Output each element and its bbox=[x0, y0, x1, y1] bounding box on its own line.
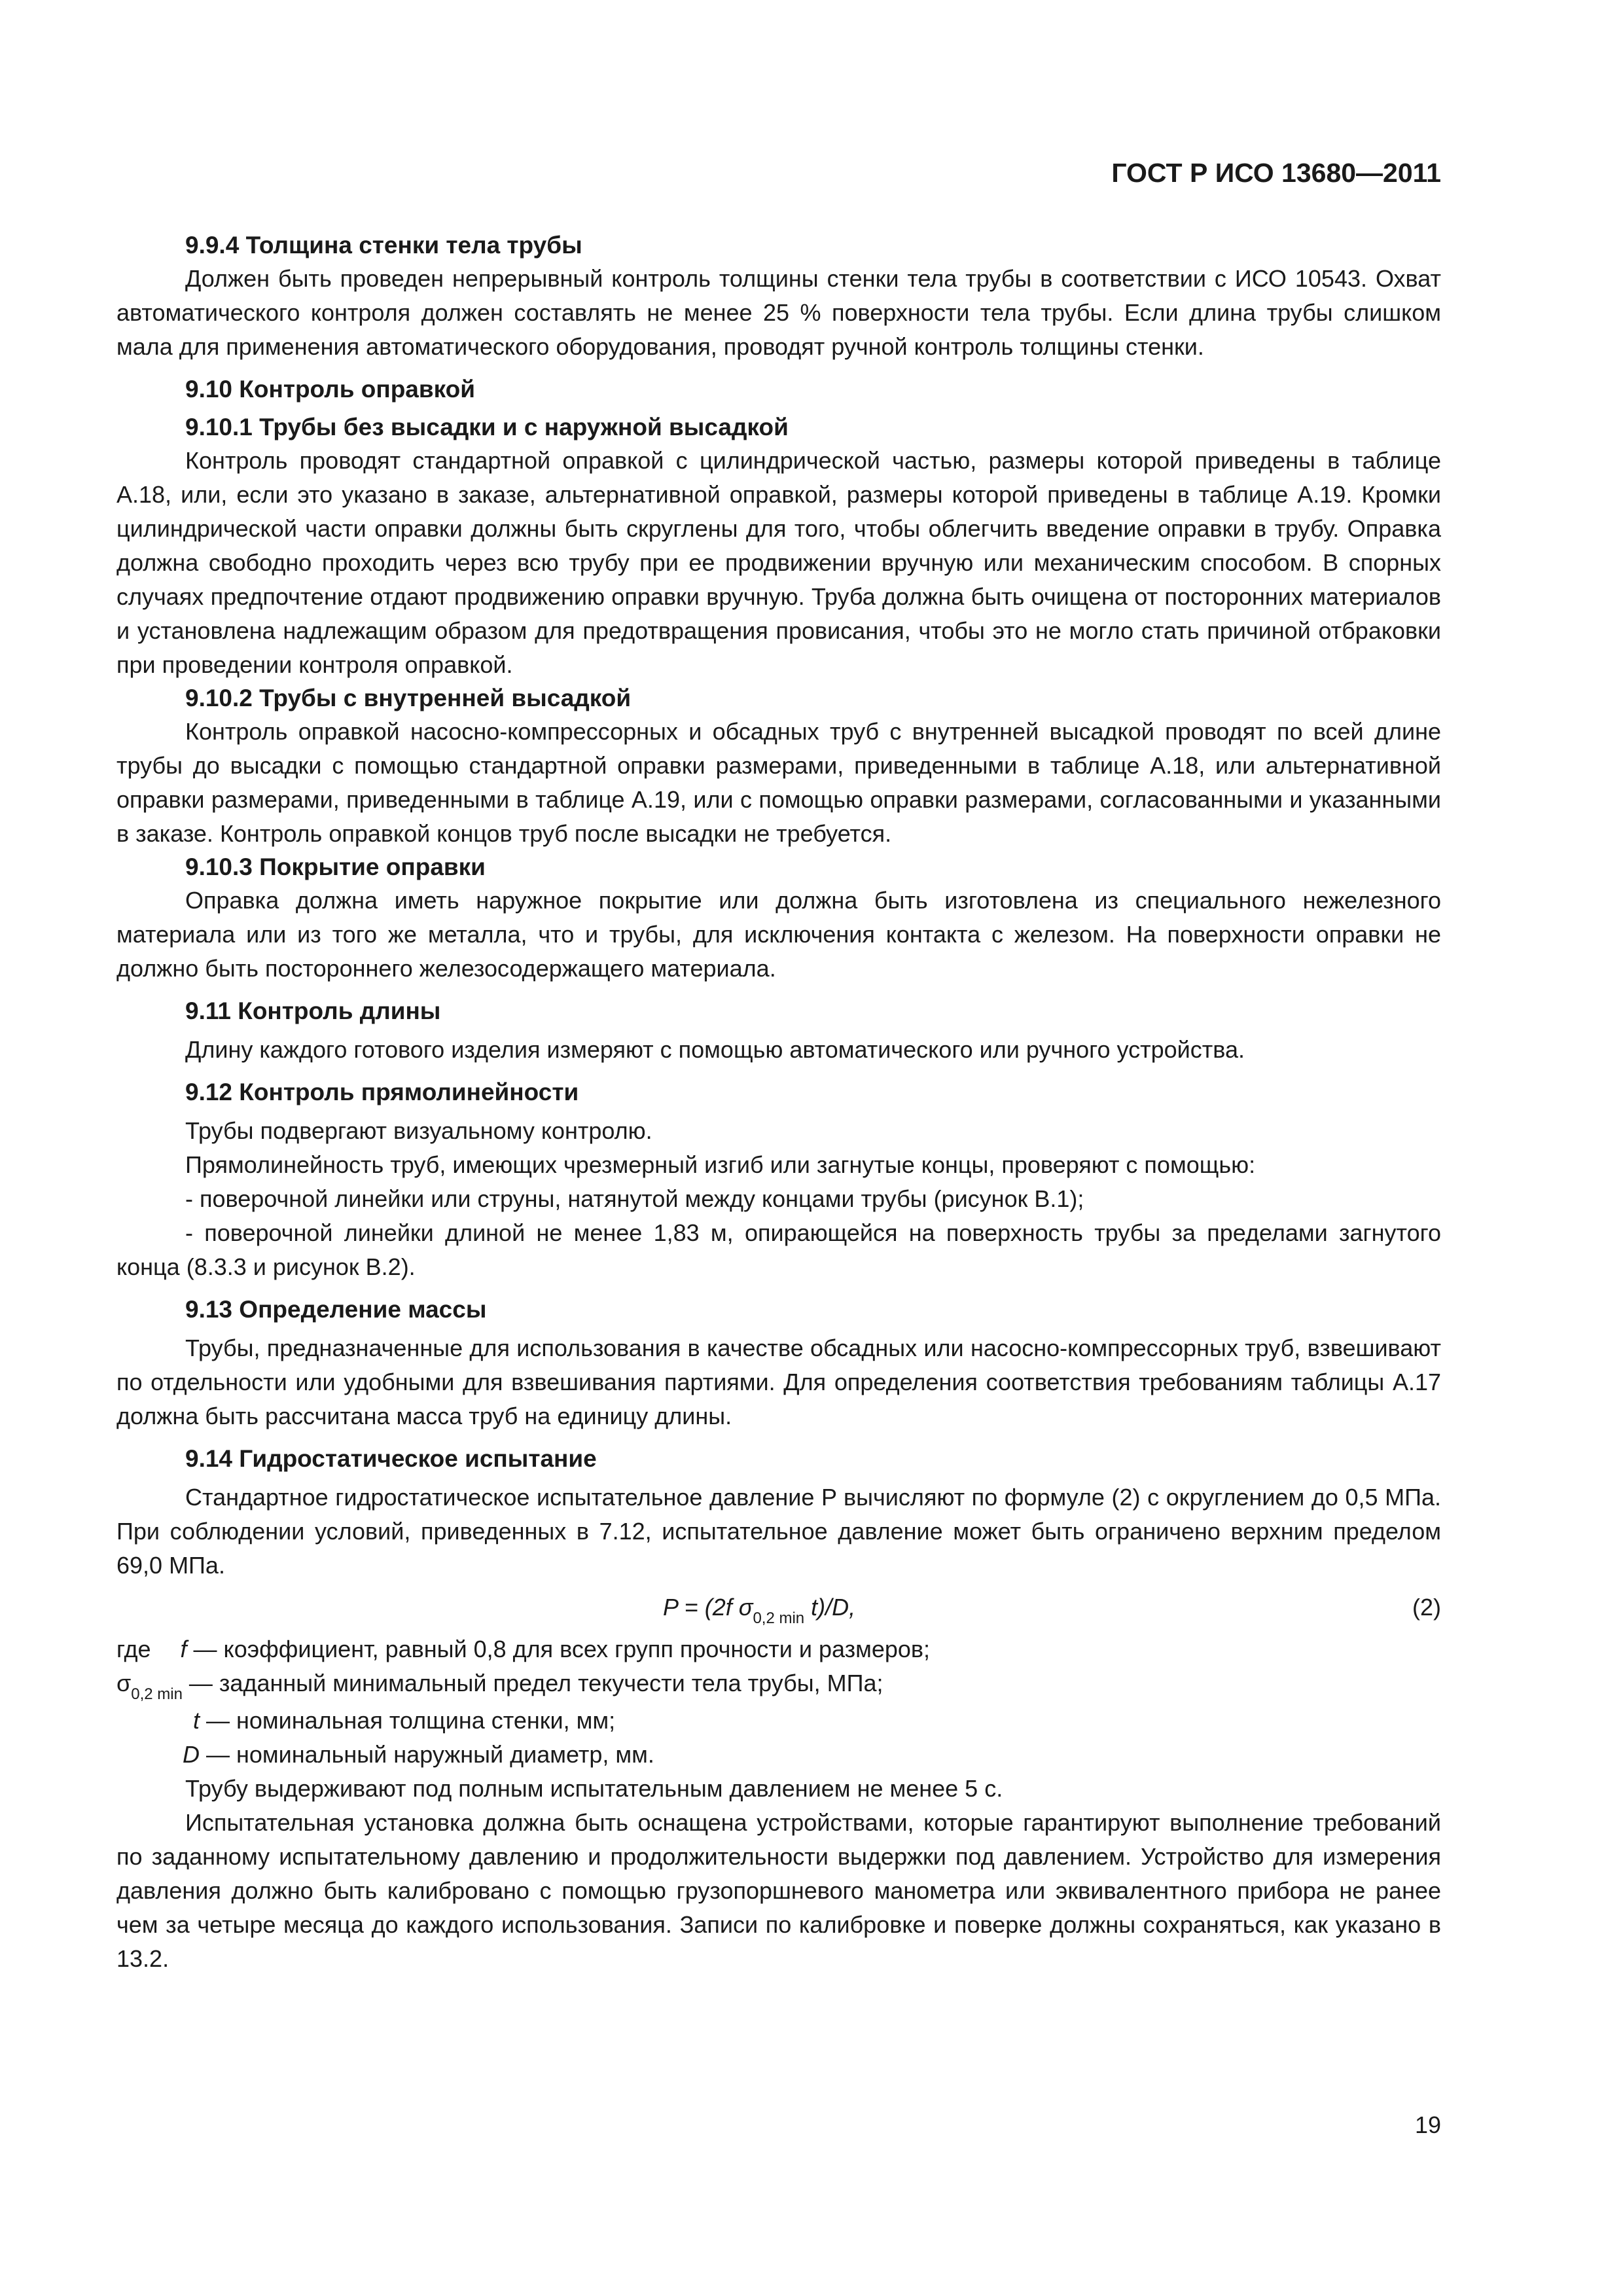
legend-where: где bbox=[116, 1636, 151, 1662]
legend-sigma-subscript: 0,2 min bbox=[131, 1685, 183, 1703]
formula-lhs: P = (2f σ bbox=[663, 1594, 753, 1621]
section-9-10-3-text: Оправка должна иметь наружное покрытие или должна быть изготовлена из специального нежелезного материала или из того же металла, что и трубы, для исключения контакта с железом. На поверхности оправки не должно быть постороннего железосодержащего материала. bbox=[116, 887, 1441, 982]
legend-f bbox=[116, 1632, 1441, 1666]
section-9-14-title: 9.14 Гидростатическое испытание bbox=[185, 1445, 597, 1472]
legend-d bbox=[116, 1738, 1441, 1772]
legend-t-description: — номинальная толщина стенки, мм; bbox=[200, 1707, 616, 1734]
section-9-11-text: Длину каждого готового изделия измеряют с помощью автоматического или ручного устройства. bbox=[185, 1036, 1245, 1063]
formula-legend bbox=[116, 1632, 1441, 1772]
legend-sigma-description: — заданный минимальный предел текучести тела трубы, МПа; bbox=[182, 1670, 883, 1696]
section-9-12-list-item-2: - поверочной линейки длиной не менее 1,83 м, опирающейся на поверхность трубы за пределами загнутого конца (8.3.3 и рисунок В.2). bbox=[116, 1219, 1441, 1280]
section-9-10-1-title: 9.10.1 Трубы без высадки и с наружной высадкой bbox=[185, 414, 789, 440]
formula-number: (2) bbox=[1412, 1594, 1441, 1621]
section-9-12-text-2: Прямолинейность труб, имеющих чрезмерный изгиб или загнутые концы, проверяют с помощью: bbox=[185, 1151, 1256, 1178]
legend-t-symbol: t bbox=[192, 1707, 200, 1734]
section-9-9-4-text: Должен быть проведен непрерывный контроль толщины стенки тела трубы в соответствии с ИСО 10543. Охват автоматического контроля должен составлять не менее 25 % поверхности тела трубы. Если длина трубы слишком мала для применения автоматического оборудования, проводят ручной контроль толщины стенки. bbox=[116, 265, 1441, 360]
section-9-10-2-title: 9.10.2 Трубы с внутренней высадкой bbox=[185, 685, 632, 711]
section-9-10-2-text: Контроль оправкой насосно-компрессорных и обсадных труб с внутренней высадкой проводят по всей длине трубы до высадки с помощью стандартной оправки размерами, приведенными в таблице А.18, или альтернативной оправки размерами, приведенными в таблице А.19, или с помощью оправки размерами, согласованными и указанными в заказе. Контроль оправкой концов труб после высадки не требуется. bbox=[116, 718, 1441, 847]
legend-f-symbol: f bbox=[180, 1636, 187, 1662]
section-9-13-title: 9.13 Определение массы bbox=[185, 1296, 487, 1323]
section-9-10-title: 9.10 Контроль оправкой bbox=[185, 376, 476, 403]
section-9-13-text: Трубы, предназначенные для использования в качестве обсадных или насосно-компрессорных труб, взвешивают по отдельности или удобными для взвешивания партиями. Для определения соответствия требованиям таблицы А.17 должна быть рассчитана масса труб на единицу длины. bbox=[116, 1335, 1441, 1429]
legend-t bbox=[116, 1704, 1441, 1738]
legend-d-symbol: D bbox=[183, 1741, 200, 1768]
section-9-14-text-2: Трубу выдерживают под полным испытательным давлением не менее 5 с. bbox=[185, 1775, 1003, 1802]
section-9-9-4-title: 9.9.4 Толщина стенки тела трубы bbox=[185, 232, 582, 259]
section-9-14-text-3: Испытательная установка должна быть оснащена устройствами, которые гарантируют выполнение требований по заданному испытательному давлению и продолжительности выдержки под давлением. Устройство для измерения давления должно быть калибровано с помощью грузопоршневого манометра или эквивалентного прибора не ранее чем за четыре месяца до каждого использования. Записи по калибровке и поверке должны сохраняться, как указано в 13.2. bbox=[116, 1809, 1441, 1972]
section-9-11-title: 9.11 Контроль длины bbox=[185, 997, 441, 1024]
document-page bbox=[116, 154, 1441, 1976]
page-number: 19 bbox=[1414, 2111, 1441, 2138]
section-9-12-list-item-1: - поверочной линейки или струны, натянутой между концами трубы (рисунок В.1); bbox=[185, 1185, 1084, 1212]
formula-subscript: 0,2 min bbox=[753, 1609, 805, 1627]
formula-rhs: t)/D, bbox=[804, 1594, 856, 1621]
formula-expression bbox=[663, 1589, 855, 1629]
legend-f-description: — коэффициент, равный 0,8 для всех групп прочности и размеров; bbox=[187, 1636, 931, 1662]
legend-sigma bbox=[116, 1666, 1441, 1704]
legend-sigma-symbol bbox=[116, 1666, 183, 1704]
section-9-10-3-title: 9.10.3 Покрытие оправки bbox=[185, 853, 486, 880]
legend-d-description: — номинальный наружный диаметр, мм. bbox=[200, 1741, 654, 1768]
section-9-12-title: 9.12 Контроль прямолинейности bbox=[185, 1079, 579, 1105]
standard-designation: ГОСТ Р ИСО 13680—2011 bbox=[1111, 158, 1441, 188]
formula-2 bbox=[116, 1589, 1441, 1628]
legend-sigma-letter: σ bbox=[116, 1670, 132, 1696]
section-9-12-text-1: Трубы подвергают визуальному контролю. bbox=[185, 1117, 652, 1144]
section-9-10-1-text: Контроль проводят стандартной оправкой с цилиндрической частью, размеры которой приведены в таблице А.18, или, если это указано в заказе, альтернативной оправкой, размеры которой приведены в таблице А.19. Кромки цилиндрической части оправки должны быть скруглены для того, чтобы облегчить введение оправки в трубу. Оправка должна свободно проходить через всю трубу при ее продвижении вручную или механическим способом. В спорных случаях предпочтение отдают продвижению оправки вручную. Труба должна быть очищена от посторонних материалов и установлена надлежащим образом для предотвращения провисания, чтобы это не могло стать причиной отбраковки при проведении контроля оправкой. bbox=[116, 447, 1441, 678]
section-9-14-text-1: Стандартное гидростатическое испытательное давление P вычисляют по формуле (2) с округлением до 0,5 МПа. При соблюдении условий, приведенных в 7.12, испытательное давление может быть ограничено верхним пределом 69,0 МПа. bbox=[116, 1484, 1441, 1579]
